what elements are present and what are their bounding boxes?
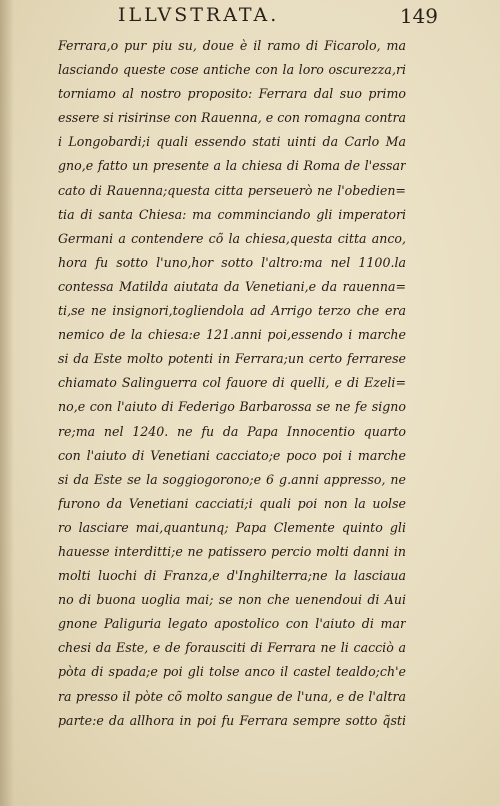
text-line: gno,e fatto un presente a la chiesa di Roma de l'essar <box>58 158 406 174</box>
text-line: Ferrara,o pur piu su, doue è il ramo di Ficarolo, ma <box>58 38 406 53</box>
text-line: Germani a contendere cõ la chiesa,questa citta anco, <box>58 230 406 246</box>
text-line: tia di santa Chiesa: ma comminciando gli imperatori <box>58 206 406 222</box>
text-line: parte:e da allhora in poi fu Ferrara sempre sotto q̃sti <box>58 712 406 728</box>
text-line: con l'aiuto di Venetiani cacciato;e poco poi i marche <box>58 447 406 463</box>
text-line: gnone Paliguria legato apostolico con l'aiuto di mar <box>58 616 406 632</box>
body-text <box>58 34 406 733</box>
text-line: furono da Venetiani cacciati;i quali poi non la uolse <box>58 495 406 511</box>
running-title: ILLVSTRATA. <box>118 4 280 26</box>
text-line: no,e con l'aiuto di Federigo Barbarossa se ne fe signo <box>58 399 406 415</box>
text-line: si da Este se la soggiogorono;e 6 g.anni appresso, ne <box>58 471 406 487</box>
text-line: pòta di spada;e poi gli tolse anco il castel tealdo;ch'e <box>58 664 406 680</box>
text-line: no di buona uoglia mai; se non che uenendoui di Aui <box>58 592 406 608</box>
text-line: lasciando queste cose antiche con la loro oscurezza,ri <box>58 62 406 78</box>
running-head <box>118 4 438 30</box>
text-line: re;ma nel 1240. ne fu da Papa Innocentio quarto <box>58 423 406 439</box>
text-line: hora fu sotto l'uno,hor sotto l'altro:ma nel 1100.la <box>58 254 406 270</box>
text-line: hauesse interditti;e ne patissero percio molti danni in <box>58 543 406 559</box>
text-line: chiamato Salinguerra col fauore di quelli, e di Ezeli= <box>58 375 406 391</box>
text-line: ra presso il pòte cõ molto sangue de l'una, e de l'altra <box>58 688 406 704</box>
text-line: ti,se ne insignori,togliendola ad Arrigo terzo che era <box>58 303 406 319</box>
text-line: contessa Matilda aiutata da Venetiani,e da rauenna= <box>58 278 406 294</box>
page-number: 149 <box>399 4 438 28</box>
text-line: torniamo al nostro proposito: Ferrara dal suo primo <box>58 86 406 102</box>
text-line: ro lasciare mai,quantunq; Papa Clemente quinto gli <box>58 519 406 535</box>
text-line: si da Este molto potenti in Ferrara;un certo ferrarese <box>58 351 406 367</box>
text-line: essere si risirinse con Rauenna, e con romagna contra <box>58 110 406 126</box>
text-line: molti luochi di Franza,e d'Inghilterra;ne la lasciaua <box>58 568 406 584</box>
text-line: cato di Rauenna;questa citta perseuerò ne l'obedien= <box>58 182 406 198</box>
text-line: chesi da Este, e de forausciti di Ferrara ne li cacciò a <box>58 640 406 656</box>
text-line: i Longobardi;i quali essendo stati uinti da Carlo Ma <box>58 134 406 150</box>
text-line: nemico de la chiesa:e 121.anni poi,essendo i marche <box>58 327 406 343</box>
gutter-shadow <box>0 0 14 806</box>
